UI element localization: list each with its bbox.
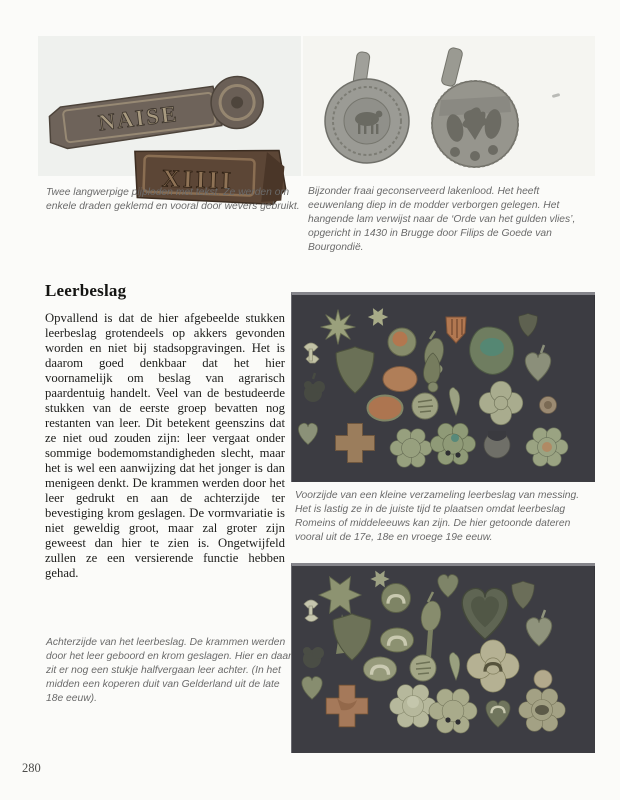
caption-pipe-leads: Twee langwerpige pijploden met tekst. Ze werden om enkele draden geklemd en vooral door wevers gebruikt.	[46, 187, 300, 212]
cloth-seal-back	[432, 47, 518, 167]
pipe-lead-inscription-2: XIIII	[161, 165, 235, 195]
pipe-lead-top	[45, 74, 266, 152]
caption-back-collection: Achterzijde van het leerbeslag. De krammen werden door het leer geboord en krom geslagen. Hier en daar zit er nog een stukje halfvergaan leer achter. (In het midden een koperen duit van Gelderland uit de late 18e eeuw).	[46, 637, 292, 704]
photo-pipe-leads	[38, 36, 301, 195]
domed-boss-fitting	[388, 328, 416, 356]
oval-back-2	[364, 657, 397, 681]
button-back	[534, 670, 552, 688]
arms-emblem	[444, 107, 503, 161]
photo-front-collection	[291, 292, 595, 482]
photo-cloth-seal	[303, 36, 595, 176]
back-collection-illustration	[292, 566, 594, 752]
pipe-lead-inscription-1: NAISE	[96, 100, 180, 136]
eight-point-star-fitting	[321, 310, 356, 345]
front-collection-illustration	[292, 295, 594, 481]
caption-cloth-seal: Bijzonder fraai geconserveerd lakenlood. Het heeft eeuwenlang diep in de modder verborgen gelegen. Het hangende lam verwijst naar de ‘Orde van het gulden vlies’, opgericht in 1430 in Brugge door Filips de Goede van Bourgondië.	[308, 186, 576, 253]
cloth-seal-illustration	[303, 36, 595, 176]
cloth-seal-front	[325, 51, 409, 163]
page-number: 280	[22, 761, 41, 775]
boss-back	[382, 584, 411, 613]
oval-fitting	[383, 367, 417, 392]
pipe-leads-illustration	[38, 36, 301, 195]
oval-fitting-2	[368, 396, 403, 421]
duit-coin	[410, 655, 436, 681]
section-heading: Leerbeslag	[45, 281, 127, 300]
article-body: Opvallend is dat de hier afgebeelde stukken leerbeslag grotendeels op akkers gevonden worden en niet bij stadsopgravingen. Het is daarom goed denkbaar dat het hier voornamelijk om beslag van agrarisch paardentuig handelt. Veel van de bestudeerde stukken van de eerste groep bevatten nog restanten van leer. Dit betekent geenszins dat ze niet oud zouden zijn: leer vergaat onder sommige bodemomstandigheden slecht, maar het is wel een aanwijzing dat het jonger is dan menigeen denkt. De krammen werden door het leer gedrukt en aan de achterzijde ter bevestiging krom geslagen. De vormvariatie is niet geweldig groot, maar zal groter zijn geweest dan hier te zien is. Ongetwijfeld zullen ze een versierende functie hebben gehad.	[45, 311, 285, 580]
caption-front-collection: Voorzijde van een kleine verzameling leerbeslag van messing. Het is lastig ze in de juiste tijd te plaatsen omdat leerbeslag Romeins of middeleeuws kan zijn. De hier getoonde dateren vooral uit de 17e, 18e en vroege 19e eeuw.	[295, 490, 580, 543]
round-button-fitting	[540, 397, 557, 414]
photo-back-collection	[291, 563, 595, 753]
inscribed-disc-fitting	[412, 393, 438, 419]
oval-back	[381, 628, 414, 652]
article-leerbeslag	[45, 281, 285, 581]
